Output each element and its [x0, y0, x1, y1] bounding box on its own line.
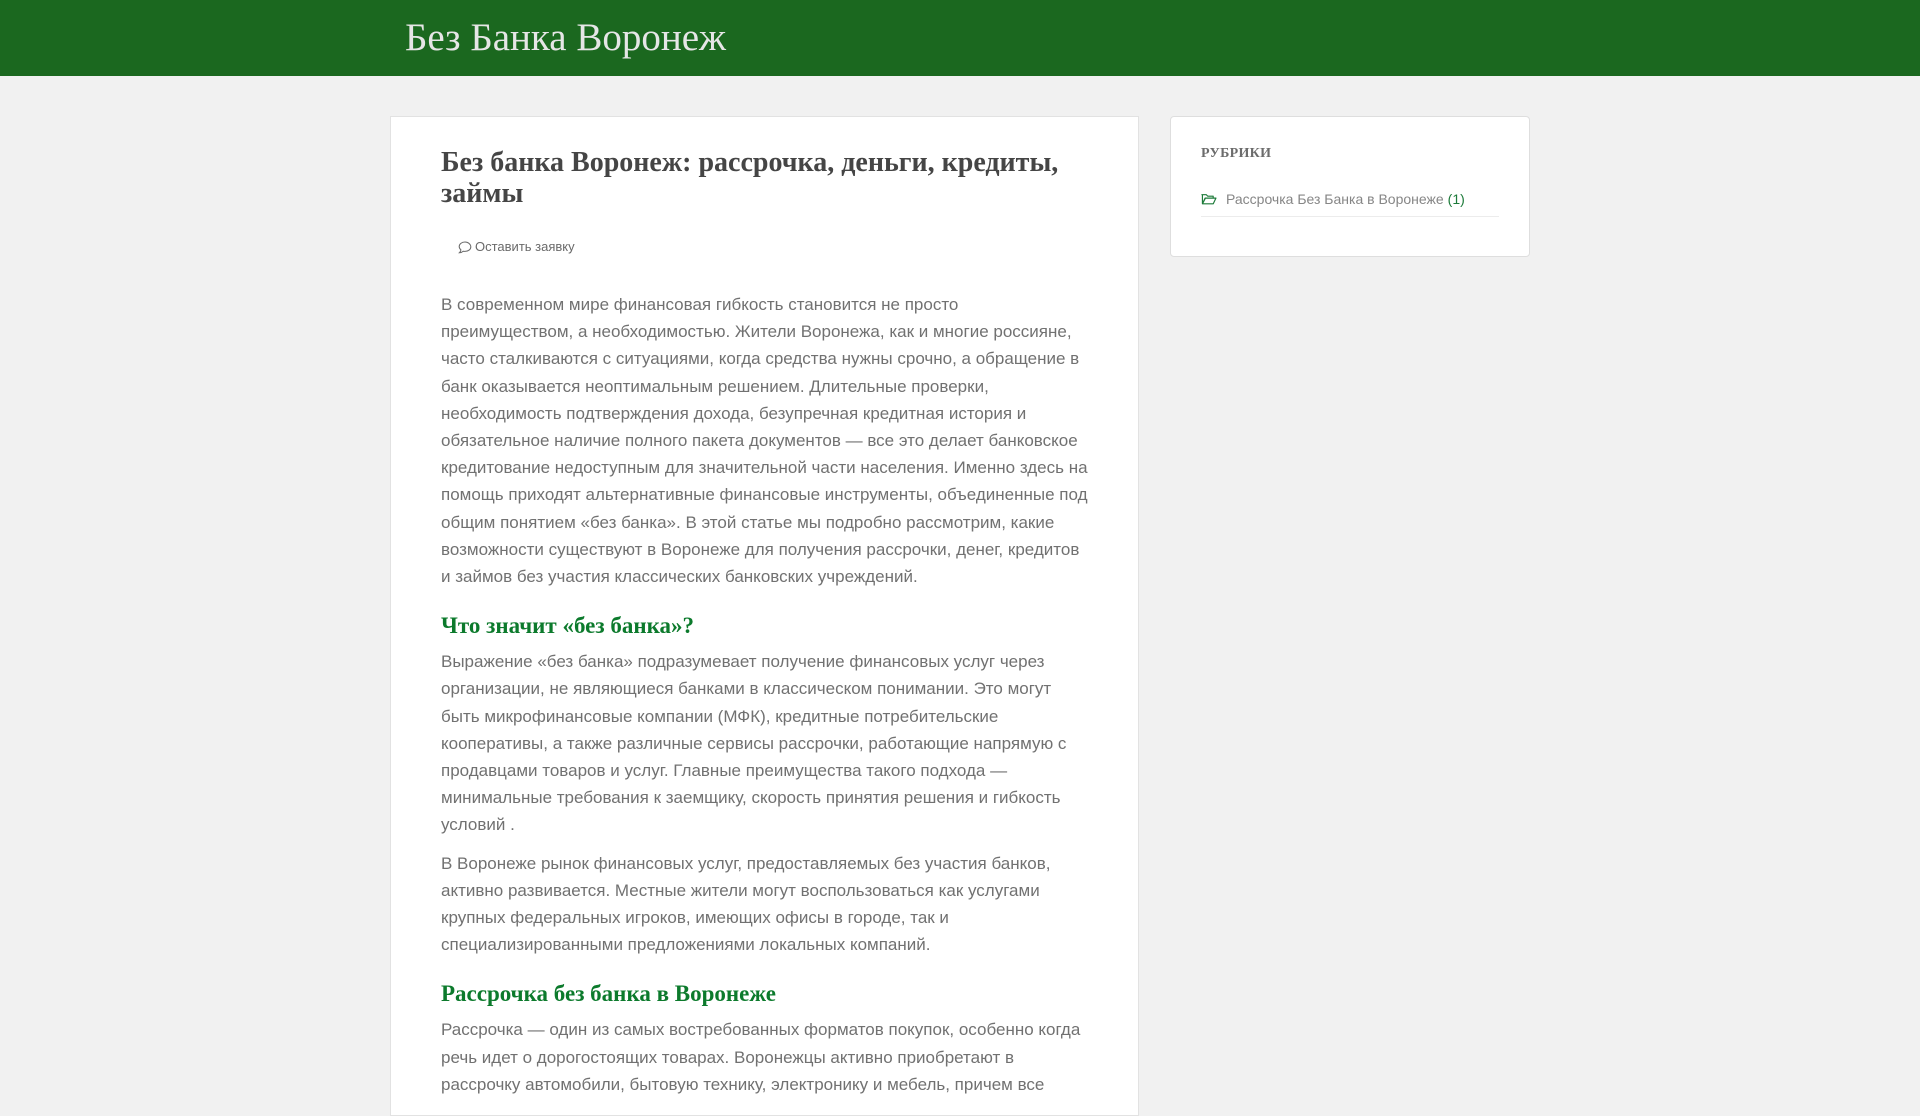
comment-icon	[458, 241, 472, 254]
widget-title: РУБРИКИ	[1201, 146, 1272, 161]
folder-open-icon	[1201, 192, 1217, 206]
site-header	[0, 0, 1920, 76]
article	[441, 147, 1091, 1109]
categories-widget	[1170, 116, 1530, 257]
paragraph: Выражение «без банка» подразумевает получение финансовых услуг через организации, не являющиеся банками в классическом понимании. Это могут быть микрофинансовые компании (МФК), кредитные потребительские кооперативы, а также различные сервисы рассрочки, работающие напрямую с продавцами товаров и услуг. Главные преимущества такого подхода — минимальные требования к заемщику, скорость принятия решения и гибкость условий .	[441, 652, 1067, 835]
site-title-link[interactable]: Без Банка Воронеж	[405, 16, 726, 59]
article-card	[390, 116, 1139, 1116]
category-item	[1201, 187, 1499, 217]
paragraph: Рассрочка — один из самых востребованных форматов покупок, особенно когда речь идет о дорогостоящих товарах. Воронежцы активно приобретают в рассрочку автомобили, бытовую технику, электронику и мебель, причем все	[441, 1020, 1081, 1094]
article-body	[441, 291, 1091, 1098]
article-title: Без банка Воронеж: рассрочка, деньги, кредиты, займы	[441, 147, 1059, 209]
category-count: (1)	[1447, 190, 1465, 207]
paragraph: В Воронеже рынок финансовых услуг, предоставляемых без участия банков, активно развивается. Местные жители могут воспользоваться как услугами крупных федеральных игроков, имеющих офисы в городе, так и специализированными предложениями локальных компаний.	[441, 853, 1051, 955]
section-heading-what-means: Что значит «без банка»?	[441, 613, 695, 639]
section-heading-installment: Рассрочка без банка в Воронеже	[441, 981, 776, 1007]
category-link[interactable]: Рассрочка Без Банка в Воронеже	[1226, 190, 1444, 207]
leave-request-link[interactable]: Оставить заявку	[475, 239, 575, 254]
article-meta	[441, 239, 1091, 255]
paragraph-intro: В современном мире финансовая гибкость становится не просто преимуществом, а необходимостью. Жители Воронежа, как и многие россияне, часто сталкиваются с ситуациями, когда средства нужны срочно, а обращение в банк оказывается неоптимальным решением. Длительные проверки, необходимость подтверждения дохода, безупречная кредитная история и обязательное наличие полного пакета документов — все это делает банковское кредитование недоступным для значительной части населения. Именно здесь на помощь приходят альтернативные финансовые инструменты, объединенные под общим понятием «без банка». В этой статье мы подробно рассмотрим, какие возможности существуют в Воронеже для получения рассрочки, денег, кредитов и займов без участия классических банковских учреждений.	[441, 295, 1088, 587]
category-list	[1201, 187, 1499, 217]
